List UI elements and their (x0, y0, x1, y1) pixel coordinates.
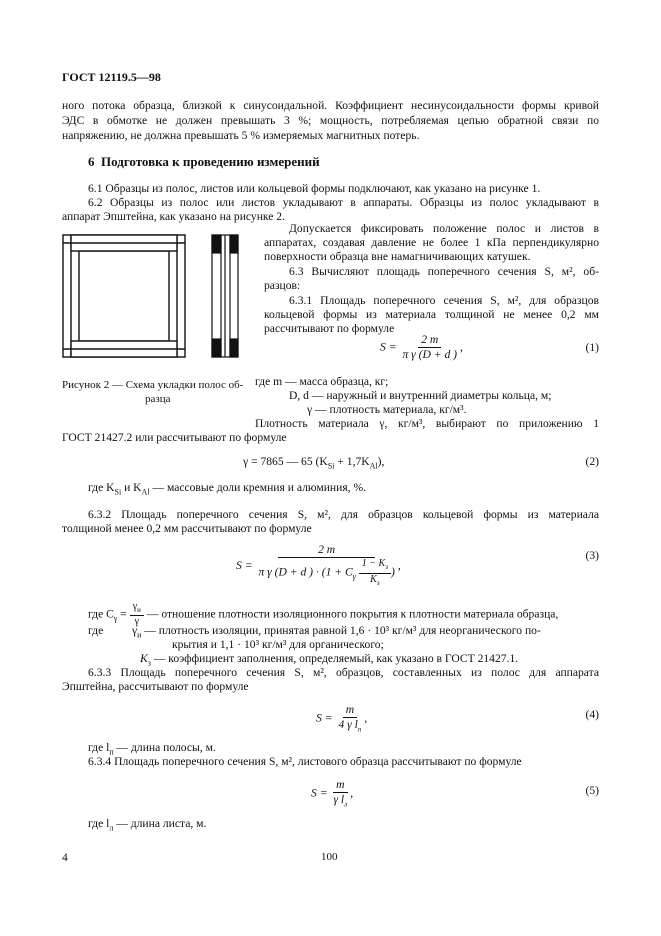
paragraph-6-3-line-2: разцов: (264, 279, 301, 292)
paragraph-6-1: 6.1 Образцы из полос, листов или кольцевой формы подключают, как указано на рисунке 1. (88, 182, 541, 195)
paragraph-6-2-line-2: аппарат Эпштейна, как указано на рисунке 2. (62, 210, 285, 223)
where3-row1-num: γ (132, 601, 138, 612)
where2-mid: и K (121, 481, 142, 494)
eq4-numerator: m (343, 704, 357, 718)
eq4-fraction (335, 704, 364, 734)
eq3-fraction (255, 544, 397, 587)
where3-row2-sub: и (137, 630, 142, 640)
where4-tail: — длина полосы, м. (113, 741, 216, 754)
where2-pre: где K (88, 481, 115, 494)
paragraph-6-3-2-line-1: 6.3.2 Площадь поперечного сечения S, м², для образцов кольцевой формы из материала (88, 508, 599, 521)
where3-row1-text: — отношение плотности изоляционного покрытия к плотности материала образца, (143, 607, 559, 621)
epstein-frame-plan (63, 235, 185, 357)
where3-row4-text: — коэффициент заполнения, определяемый, как указано в ГОСТ 21427.1. (150, 652, 519, 665)
where3-row2-sym: γ (132, 624, 138, 637)
eq4-den-sub: п (357, 725, 362, 734)
where-1-line-3: γ — плотность материала, кг/м³. (307, 403, 467, 416)
paragraph-6-3-1-line-1: 6.3.1 Площадь поперечного сечения S, м², для образцов (289, 294, 599, 307)
where4-sub: п (109, 747, 114, 757)
eq1-numerator: 2 m (418, 334, 441, 348)
eq2-sub-al: Al (369, 461, 378, 471)
where2-sub-si: Si (114, 487, 122, 497)
eq3-lhs: S = (236, 558, 253, 572)
figure-2-caption-line-1: Рисунок 2 — Схема укладки полос об- (62, 379, 244, 391)
paragraph-6-3-1-line-2: кольцевой формы из материала толщиной не менее 0,2 мм (264, 308, 599, 321)
page-number-left: 4 (62, 851, 68, 864)
paragraph-fix-line-2: аппаратах, создавая давление не более 1 кПа перпендикулярно (264, 236, 599, 249)
eq2-main: γ = 7865 — 65 (K (243, 455, 328, 468)
eq2-sub-si: Si (327, 461, 335, 471)
section-title: Подготовка к проведению измерений (101, 154, 320, 169)
where-2 (88, 481, 366, 496)
where2-sub-al: Al (141, 487, 150, 497)
page-number-center: 100 (321, 851, 338, 863)
eq3-inner-den: K (370, 573, 377, 585)
epstein-frame-side (212, 235, 238, 357)
eq2-tail: ), (377, 455, 385, 468)
paragraph-6-3-4: 6.3.4 Площадь поперечного сечения S, м², листового образца рассчитывают по формуле (88, 755, 522, 768)
where3-row1-pre: где C (88, 607, 114, 621)
where5-tail: — длина листа, м. (113, 817, 207, 830)
paragraph-6-3-3-line-2: Эпштейна, рассчитывают по формуле (62, 680, 249, 693)
eq3-den-pre: π γ (D + d ) · (1 + C (258, 565, 353, 579)
eq4-tail: , (364, 711, 368, 725)
where2-tail: — массовые доли кремния и алюминия, %. (149, 481, 367, 494)
equation-3-number: (3) (585, 549, 599, 562)
where3-row2-text: — плотность изоляции, принятая равной 1,6 · 10³ кг/м³ для неорганического по- (141, 624, 541, 637)
where5-sub: л (109, 823, 114, 833)
where3-row4-sym: K (140, 652, 148, 665)
where3-row1-sub: γ (113, 613, 118, 623)
eq3-inner-num: 1 − K (361, 558, 386, 570)
equation-4 (316, 704, 367, 734)
eq1-fraction (399, 334, 460, 361)
where-3-row-2-lead: где (88, 624, 104, 637)
eq5-fraction (330, 779, 350, 809)
equation-1 (380, 334, 463, 361)
paragraph-fix-line-1: Допускается фиксировать положение полос и листов в (289, 222, 599, 235)
eq3-inner-den-sub: з (376, 578, 380, 587)
eq3-inner-num-sub: з (385, 563, 388, 572)
intro-line-3: напряжению, не должна превышать 5 % измеряемых магнитных потерь. (62, 129, 420, 142)
paragraph-6-2-line-1: 6.2 Образцы из полос или листов укладывают в аппараты. Образцы из полос укладывают в (88, 196, 599, 209)
equation-5 (311, 779, 353, 809)
where5-pre: где l (88, 817, 110, 830)
density-line-2: ГОСТ 21427.2 или рассчитывают по формуле (62, 431, 287, 444)
eq3-denominator (255, 558, 397, 587)
eq4-denominator: 4 γ l (338, 718, 358, 732)
eq5-den-sub: л (344, 800, 348, 809)
where4-pre: где l (88, 741, 110, 754)
equation-2-number: (2) (585, 455, 599, 468)
density-line-1: Плотность материала γ, кг/м³, выбирают по приложению 1 (255, 417, 599, 430)
where3-row1-den: γ (134, 616, 140, 628)
paragraph-6-3-line-1: 6.3 Вычисляют площадь поперечного сечения S, м², об- (289, 265, 599, 278)
where3-row4-sub: з (147, 658, 151, 668)
eq1-lhs: S = (380, 340, 397, 354)
where-5 (88, 817, 206, 832)
eq5-tail: , (350, 786, 354, 800)
eq1-tail: , (460, 340, 463, 354)
intro-line-1: ного потока образца, близкой к синусоидальной. Коэффициент несинусоидальности формы кривой (62, 99, 599, 112)
equation-1-number: (1) (585, 341, 599, 354)
eq5-lhs: S = (311, 786, 328, 800)
eq3-numerator: 2 m (278, 544, 375, 558)
eq3-inner-fraction (359, 559, 391, 587)
eq4-lhs: S = (316, 711, 333, 725)
document-code: ГОСТ 12119.5—98 (62, 70, 161, 84)
paragraph-6-3-1-line-3: рассчитывают по формуле (264, 322, 395, 335)
equation-3 (236, 544, 401, 587)
paragraph-6-3-2-line-2: толщиной менее 0,2 мм рассчитывают по формуле (62, 522, 312, 535)
equation-5-number: (5) (585, 784, 599, 797)
where-3-row-3: крытия и 1,1 · 10³ кг/м³ для органического; (172, 638, 384, 651)
equation-4-number: (4) (585, 708, 599, 721)
eq3-tail: , (397, 558, 401, 572)
intro-line-2: ЭДС в обмотке не должен превышать 3 %; мощность, потребляемая цепью обратной связи по (62, 114, 599, 127)
eq5-numerator: m (333, 779, 347, 793)
eq1-denominator: π γ (D + d ) (402, 348, 458, 362)
eq3-den-post: ) (390, 565, 395, 579)
paragraph-6-3-3-line-1: 6.3.3 Площадь поперечного сечения S, м², образцов, составленных из полос для аппарата (88, 666, 599, 679)
eq2-mid: + 1,7K (334, 455, 370, 468)
equation-2 (243, 455, 384, 470)
where-1-line-1: где m — масса образца, кг; (255, 375, 389, 388)
where3-row1-num-sub: и (137, 606, 141, 614)
section-heading (88, 154, 320, 170)
section-number: 6 (88, 154, 95, 169)
figure-2-drawing (60, 232, 250, 362)
where-1-line-2: D, d — наружный и внутренний диаметры кольца, м; (289, 389, 552, 402)
eq3-den-sub: γ (352, 571, 356, 581)
paragraph-fix-line-3: поверхности образца вне намагничивающих катушек. (264, 250, 531, 263)
eq5-denominator: γ l (333, 793, 345, 807)
where3-row1-eq: = (117, 607, 130, 621)
figure-2-caption-line-2: разца (145, 393, 171, 405)
